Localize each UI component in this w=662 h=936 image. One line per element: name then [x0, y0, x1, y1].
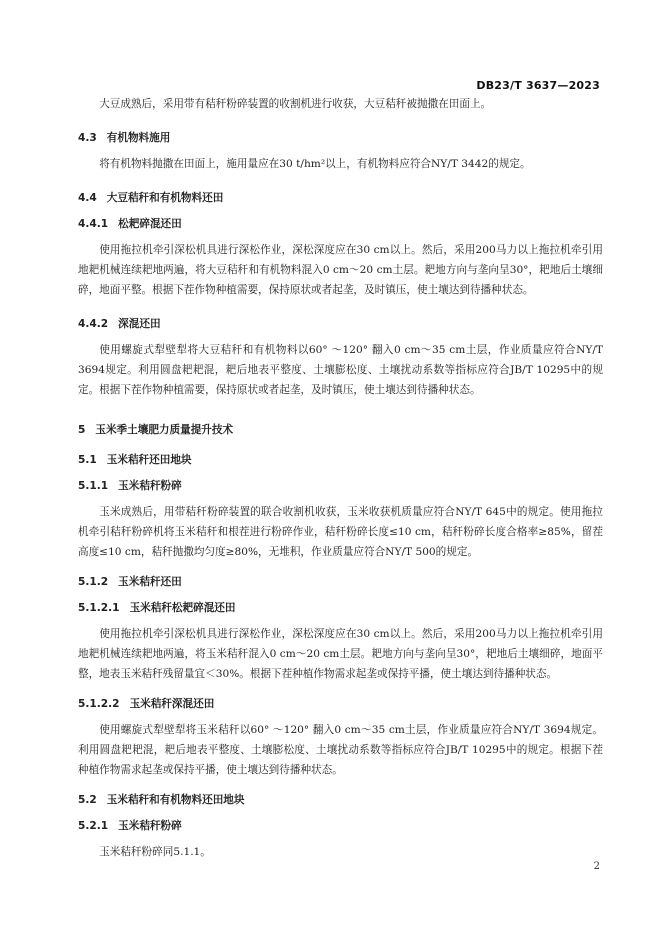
section-heading-5-1: 5.1 玉米秸秆还田地块 — [78, 454, 192, 466]
section-heading-5-1-2-1: 5.1.2.1 玉米秸秆松耙碎混还田 — [78, 602, 236, 614]
section-heading-5-1-2-2: 5.1.2.2 玉米秸秆深混还田 — [78, 698, 215, 710]
section-heading-5-1-1: 5.1.1 玉米秸秆粉碎 — [78, 480, 182, 492]
paragraph: 玉米秸秆粉碎同5.1.1。 — [99, 846, 211, 858]
paragraph: 使用螺旋式犁壁犁将大豆秸秆和有机物料以60° ～120° 翻入0 cm～35 cm土层，作业质量应符合NY/T 3694规定。利用圆盘耙耙混，耙后地表平整度、土壤膨松度、土壤扰动系数等指标应符合JB/T 10295中的规定。根据下茬作物种植需要，保持原状或者起垄，及时镇压，使土壤达到待播种状态。 — [78, 344, 603, 396]
paragraph: 使用拖拉机牵引深松机具进行深松作业，深松深度应在30 cm以上。然后，采用200马力以上拖拉机牵引用地耙机械连续耙地两遍，将玉米秸秆混入0 cm～20 cm土层。耙地方向与垄向呈30°，耙地后土壤细碎，地面平整，地表玉米秸秆残留量宜＜30%。根据下茬种植作物需求起垄或保持平播，使土壤达到待播种状态。 — [78, 628, 603, 680]
section-heading-4-3: 4.3 有机物料施用 — [78, 132, 171, 144]
paragraph: 将有机物料抛撒在田面上，施用量应在30 t/hm²以上，有机物料应符合NY/T 3442的规定。 — [99, 158, 531, 170]
page-number: 2 — [593, 861, 600, 872]
paragraph: 大豆成熟后，采用带有秸秆粉碎装置的收割机进行收获，大豆秸秆被抛撒在田面上。 — [99, 98, 492, 110]
document-code: DB23/T 3637—2023 — [476, 79, 600, 92]
paragraph: 使用拖拉机牵引深松机具进行深松作业，深松深度应在30 cm以上。然后，采用200马力以上拖拉机牵引用地耙机械连续耙地两遍，将大豆秸秆和有机物料混入0 cm～20 cm土层。耙地方向与垄向呈30°，耙地后土壤细碎，地面平整。根据下茬作物种植需要，保持原状或者起垄，及时镇压，使土壤达到待播种状态。 — [78, 244, 603, 296]
section-heading-5: 5 玉米季土壤肥力质量提升技术 — [78, 424, 234, 436]
section-heading-5-2-1: 5.2.1 玉米秸秆粉碎 — [78, 820, 182, 832]
document-body — [78, 94, 603, 866]
section-heading-4-4-2: 4.4.2 深混还田 — [78, 318, 161, 330]
section-heading-5-2: 5.2 玉米秸秆和有机物料还田地块 — [78, 794, 245, 806]
section-heading-4-4: 4.4 大豆秸秆和有机物料还田 — [78, 192, 224, 204]
paragraph: 使用螺旋式犁壁犁将玉米秸秆以60° ～120° 翻入0 cm～35 cm土层，作业质量应符合NY/T 3694规定。利用圆盘耙耙混，耙后地表平整度、土壤膨松度、土壤扰动系数等指标应符合JB/T 10295中的规定。根据下茬种植作物需求起垄或保持平播，使土壤达到待播种状态。 — [78, 724, 603, 776]
paragraph: 玉米成熟后，用带秸秆粉碎装置的联合收割机收获，玉米收获机质量应符合NY/T 645中的规定。使用拖拉机牵引秸秆粉碎机将玉米秸秆和根茬进行粉碎作业，秸秆粉碎长度≤10 cm，秸秆粉碎长度合格率≥85%，留茬高度≤10 cm，秸秆抛撒均匀度≥80%，无堆积，作业质量应符合NY/T 500的规定。 — [78, 506, 603, 558]
section-heading-4-4-1: 4.4.1 松耙碎混还田 — [78, 218, 182, 230]
section-heading-5-1-2: 5.1.2 玉米秸秆还田 — [78, 576, 182, 588]
